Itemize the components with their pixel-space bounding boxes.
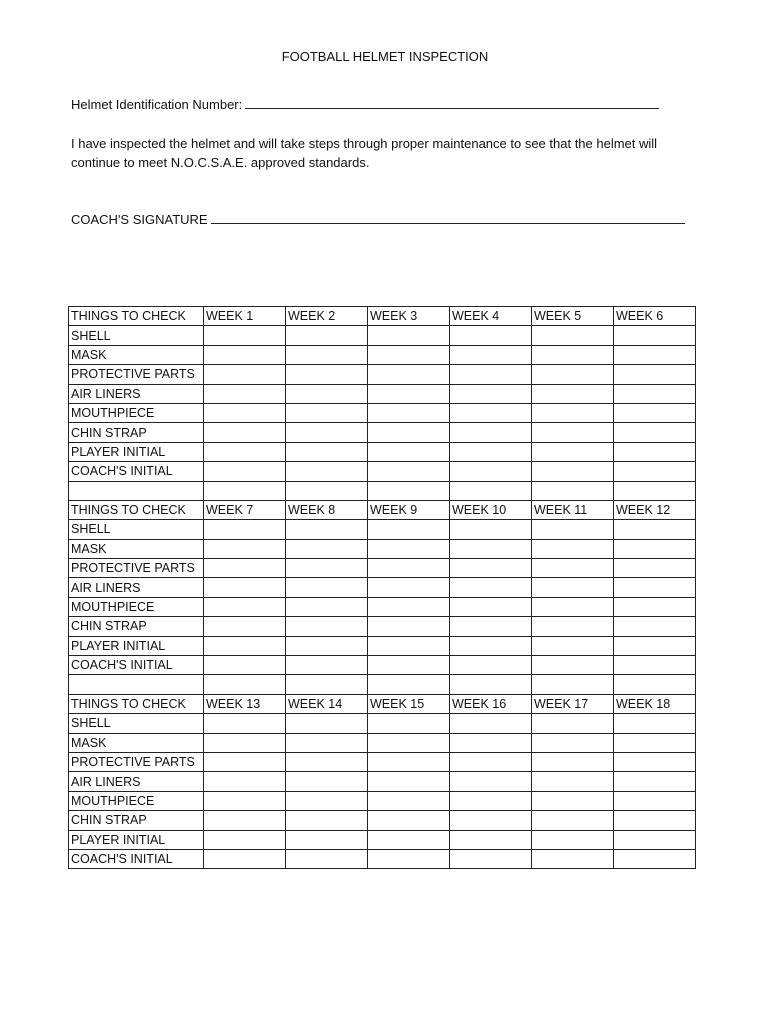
inspection-entry-cell[interactable] (614, 365, 696, 384)
inspection-entry-cell[interactable] (204, 403, 286, 422)
inspection-entry-cell[interactable] (368, 791, 450, 810)
inspection-entry-cell[interactable] (450, 830, 532, 849)
spacer-cell (614, 675, 696, 694)
check-item-label: CHIN STRAP (69, 617, 204, 636)
inspection-entry-cell[interactable] (532, 733, 614, 752)
block-spacer-row (69, 481, 696, 500)
inspection-entry-cell[interactable] (614, 442, 696, 461)
week-header-cell: WEEK 2 (286, 307, 368, 326)
inspection-entry-cell[interactable] (614, 791, 696, 810)
inspection-entry-cell[interactable] (532, 752, 614, 771)
inspection-entry-cell[interactable] (532, 617, 614, 636)
inspection-entry-cell[interactable] (532, 636, 614, 655)
inspection-entry-cell[interactable] (204, 811, 286, 830)
week-header-cell: WEEK 8 (286, 500, 368, 519)
week-header-row (69, 694, 696, 713)
inspection-entry-cell[interactable] (204, 791, 286, 810)
inspection-entry-cell[interactable] (368, 714, 450, 733)
check-item-label: PLAYER INITIAL (69, 442, 204, 461)
table-row (69, 462, 696, 481)
inspection-entry-cell[interactable] (204, 714, 286, 733)
inspection-entry-cell[interactable] (286, 423, 368, 442)
spacer-cell (286, 675, 368, 694)
inspection-entry-cell[interactable] (286, 772, 368, 791)
table-row (69, 403, 696, 422)
inspection-entry-cell[interactable] (286, 656, 368, 675)
inspection-entry-cell[interactable] (532, 326, 614, 345)
inspection-entry-cell[interactable] (450, 462, 532, 481)
inspection-entry-cell[interactable] (368, 539, 450, 558)
check-item-label: AIR LINERS (69, 578, 204, 597)
inspection-entry-cell[interactable] (450, 578, 532, 597)
inspection-entry-cell[interactable] (286, 462, 368, 481)
check-item-label: SHELL (69, 520, 204, 539)
inspection-entry-cell[interactable] (204, 365, 286, 384)
inspection-entry-cell[interactable] (614, 326, 696, 345)
things-to-check-header: THINGS TO CHECK (69, 500, 204, 519)
table-row (69, 752, 696, 771)
week-header-cell: WEEK 9 (368, 500, 450, 519)
inspection-entry-cell[interactable] (614, 733, 696, 752)
inspection-entry-cell[interactable] (532, 365, 614, 384)
week-header-cell: WEEK 18 (614, 694, 696, 713)
helmet-id-field (71, 96, 659, 112)
check-item-label: AIR LINERS (69, 384, 204, 403)
inspection-entry-cell[interactable] (286, 403, 368, 422)
inspection-entry-cell[interactable] (204, 345, 286, 364)
inspection-entry-cell[interactable] (614, 462, 696, 481)
table-row (69, 617, 696, 636)
inspection-entry-cell[interactable] (532, 423, 614, 442)
inspection-entry-cell[interactable] (286, 559, 368, 578)
table-row (69, 578, 696, 597)
week-header-cell: WEEK 1 (204, 307, 286, 326)
inspection-entry-cell[interactable] (286, 636, 368, 655)
table-row (69, 636, 696, 655)
inspection-entry-cell[interactable] (450, 752, 532, 771)
week-header-cell: WEEK 17 (532, 694, 614, 713)
inspection-entry-cell[interactable] (532, 714, 614, 733)
inspection-entry-cell[interactable] (368, 403, 450, 422)
inspection-entry-cell[interactable] (286, 752, 368, 771)
inspection-entry-cell[interactable] (368, 326, 450, 345)
week-header-cell: WEEK 5 (532, 307, 614, 326)
inspection-entry-cell[interactable] (450, 520, 532, 539)
table-row (69, 597, 696, 616)
inspection-entry-cell[interactable] (368, 423, 450, 442)
table-row (69, 520, 696, 539)
inspection-entry-cell[interactable] (368, 830, 450, 849)
inspection-statement: I have inspected the helmet and will take steps through proper maintenance to see that the helmet will continue to meet N.O.C.S.A.E. approved standards. (71, 136, 658, 170)
inspection-entry-cell[interactable] (450, 849, 532, 868)
inspection-entry-cell[interactable] (614, 752, 696, 771)
inspection-entry-cell[interactable] (532, 520, 614, 539)
inspection-entry-cell[interactable] (204, 423, 286, 442)
inspection-entry-cell[interactable] (204, 520, 286, 539)
inspection-entry-cell[interactable] (204, 752, 286, 771)
table-row (69, 733, 696, 752)
table-row (69, 423, 696, 442)
inspection-entry-cell[interactable] (614, 830, 696, 849)
check-item-label: PROTECTIVE PARTS (69, 559, 204, 578)
check-item-label: MOUTHPIECE (69, 597, 204, 616)
inspection-entry-cell[interactable] (614, 345, 696, 364)
inspection-entry-cell[interactable] (450, 772, 532, 791)
table-row (69, 326, 696, 345)
week-header-cell: WEEK 6 (614, 307, 696, 326)
spacer-cell (69, 675, 204, 694)
inspection-entry-cell[interactable] (368, 345, 450, 364)
inspection-entry-cell[interactable] (368, 597, 450, 616)
inspection-entry-cell[interactable] (450, 539, 532, 558)
inspection-entry-cell[interactable] (450, 559, 532, 578)
week-header-cell: WEEK 10 (450, 500, 532, 519)
inspection-entry-cell[interactable] (450, 597, 532, 616)
inspection-entry-cell[interactable] (368, 559, 450, 578)
table-row (69, 811, 696, 830)
table-row (69, 442, 696, 461)
table-row (69, 559, 696, 578)
inspection-entry-cell[interactable] (368, 365, 450, 384)
inspection-entry-cell[interactable] (532, 384, 614, 403)
inspection-entry-cell[interactable] (286, 578, 368, 597)
inspection-entry-cell[interactable] (204, 830, 286, 849)
inspection-entry-cell[interactable] (450, 791, 532, 810)
inspection-entry-cell[interactable] (286, 345, 368, 364)
inspection-entry-cell[interactable] (286, 830, 368, 849)
table-row (69, 791, 696, 810)
inspection-entry-cell[interactable] (614, 617, 696, 636)
inspection-entry-cell[interactable] (614, 597, 696, 616)
table-row (69, 714, 696, 733)
inspection-entry-cell[interactable] (614, 539, 696, 558)
spacer-cell (532, 675, 614, 694)
inspection-entry-cell[interactable] (286, 539, 368, 558)
inspection-entry-cell[interactable] (532, 811, 614, 830)
check-item-label: CHIN STRAP (69, 423, 204, 442)
inspection-entry-cell[interactable] (204, 442, 286, 461)
inspection-entry-cell[interactable] (532, 772, 614, 791)
inspection-entry-cell[interactable] (532, 849, 614, 868)
form-title: FOOTBALL HELMET INSPECTION (281, 49, 489, 64)
inspection-entry-cell[interactable] (614, 849, 696, 868)
inspection-entry-cell[interactable] (286, 520, 368, 539)
inspection-entry-cell[interactable] (532, 656, 614, 675)
inspection-entry-cell[interactable] (532, 791, 614, 810)
inspection-entry-cell[interactable] (286, 442, 368, 461)
spacer-cell (204, 481, 286, 500)
check-item-label: COACH'S INITIAL (69, 849, 204, 868)
inspection-entry-cell[interactable] (450, 617, 532, 636)
week-header-cell: WEEK 11 (532, 500, 614, 519)
check-item-label: PROTECTIVE PARTS (69, 365, 204, 384)
inspection-table (68, 306, 696, 869)
inspection-entry-cell[interactable] (614, 423, 696, 442)
inspection-entry-cell[interactable] (450, 714, 532, 733)
inspection-entry-cell[interactable] (450, 733, 532, 752)
inspection-entry-cell[interactable] (204, 578, 286, 597)
week-header-cell: WEEK 14 (286, 694, 368, 713)
inspection-entry-cell[interactable] (368, 617, 450, 636)
week-header-cell: WEEK 15 (368, 694, 450, 713)
things-to-check-header: THINGS TO CHECK (69, 307, 204, 326)
inspection-entry-cell[interactable] (204, 326, 286, 345)
check-item-label: MOUTHPIECE (69, 791, 204, 810)
things-to-check-header: THINGS TO CHECK (69, 694, 204, 713)
table-row (69, 849, 696, 868)
inspection-entry-cell[interactable] (532, 403, 614, 422)
helmet-id-label: Helmet Identification Number: (71, 97, 243, 112)
spacer-cell (614, 481, 696, 500)
coach-signature-label: COACH'S SIGNATURE (71, 212, 208, 227)
inspection-entry-cell[interactable] (450, 442, 532, 461)
block-spacer-row (69, 675, 696, 694)
inspection-entry-cell[interactable] (368, 811, 450, 830)
inspection-entry-cell[interactable] (286, 733, 368, 752)
check-item-label: PLAYER INITIAL (69, 830, 204, 849)
table-row (69, 384, 696, 403)
inspection-entry-cell[interactable] (614, 714, 696, 733)
inspection-entry-cell[interactable] (368, 733, 450, 752)
inspection-entry-cell[interactable] (204, 636, 286, 655)
inspection-entry-cell[interactable] (614, 811, 696, 830)
inspection-entry-cell[interactable] (532, 462, 614, 481)
inspection-entry-cell[interactable] (368, 442, 450, 461)
inspection-entry-cell[interactable] (368, 656, 450, 675)
inspection-entry-cell[interactable] (286, 326, 368, 345)
inspection-entry-cell[interactable] (286, 597, 368, 616)
inspection-entry-cell[interactable] (614, 578, 696, 597)
check-item-label: COACH'S INITIAL (69, 656, 204, 675)
week-header-row (69, 500, 696, 519)
table-row (69, 656, 696, 675)
inspection-entry-cell[interactable] (368, 849, 450, 868)
week-header-cell: WEEK 12 (614, 500, 696, 519)
inspection-entry-cell[interactable] (532, 345, 614, 364)
week-header-cell: WEEK 13 (204, 694, 286, 713)
inspection-entry-cell[interactable] (450, 636, 532, 655)
spacer-cell (368, 481, 450, 500)
inspection-entry-cell[interactable] (368, 462, 450, 481)
inspection-entry-cell[interactable] (368, 384, 450, 403)
spacer-cell (450, 675, 532, 694)
inspection-entry-cell[interactable] (450, 811, 532, 830)
inspection-entry-cell[interactable] (204, 384, 286, 403)
check-item-label: SHELL (69, 326, 204, 345)
coach-signature-field (71, 211, 685, 227)
week-header-cell: WEEK 4 (450, 307, 532, 326)
inspection-entry-cell[interactable] (286, 384, 368, 403)
inspection-entry-cell[interactable] (614, 656, 696, 675)
spacer-cell (69, 481, 204, 500)
inspection-entry-cell[interactable] (532, 559, 614, 578)
spacer-cell (286, 481, 368, 500)
week-header-row (69, 307, 696, 326)
inspection-entry-cell[interactable] (368, 578, 450, 597)
inspection-entry-cell[interactable] (204, 733, 286, 752)
inspection-entry-cell[interactable] (532, 442, 614, 461)
table-row (69, 345, 696, 364)
week-header-cell: WEEK 7 (204, 500, 286, 519)
check-item-label: CHIN STRAP (69, 811, 204, 830)
inspection-entry-cell[interactable] (204, 656, 286, 675)
inspection-entry-cell[interactable] (286, 365, 368, 384)
inspection-entry-cell[interactable] (368, 772, 450, 791)
week-header-cell: WEEK 16 (450, 694, 532, 713)
spacer-cell (368, 675, 450, 694)
inspection-entry-cell[interactable] (614, 636, 696, 655)
table-row (69, 365, 696, 384)
check-item-label: MASK (69, 733, 204, 752)
spacer-cell (450, 481, 532, 500)
table-row (69, 830, 696, 849)
inspection-entry-cell[interactable] (286, 791, 368, 810)
check-item-label: PLAYER INITIAL (69, 636, 204, 655)
spacer-cell (204, 675, 286, 694)
inspection-entry-cell[interactable] (286, 714, 368, 733)
table-row (69, 539, 696, 558)
check-item-label: PROTECTIVE PARTS (69, 752, 204, 771)
inspection-entry-cell[interactable] (450, 365, 532, 384)
inspection-entry-cell[interactable] (450, 384, 532, 403)
check-item-label: MOUTHPIECE (69, 403, 204, 422)
inspection-entry-cell[interactable] (368, 636, 450, 655)
check-item-label: COACH'S INITIAL (69, 462, 204, 481)
inspection-entry-cell[interactable] (614, 403, 696, 422)
check-item-label: MASK (69, 539, 204, 558)
inspection-entry-cell[interactable] (450, 656, 532, 675)
inspection-entry-cell[interactable] (450, 423, 532, 442)
inspection-table-body (69, 307, 696, 869)
inspection-entry-cell[interactable] (532, 597, 614, 616)
inspection-entry-cell[interactable] (204, 772, 286, 791)
inspection-entry-cell[interactable] (532, 830, 614, 849)
inspection-entry-cell[interactable] (204, 539, 286, 558)
inspection-entry-cell[interactable] (532, 578, 614, 597)
week-header-cell: WEEK 3 (368, 307, 450, 326)
coach-signature-blank-line[interactable] (211, 211, 685, 224)
inspection-entry-cell[interactable] (532, 539, 614, 558)
inspection-entry-cell[interactable] (286, 811, 368, 830)
inspection-entry-cell[interactable] (286, 849, 368, 868)
helmet-id-blank-line[interactable] (245, 96, 659, 109)
inspection-entry-cell[interactable] (204, 559, 286, 578)
inspection-entry-cell[interactable] (450, 326, 532, 345)
inspection-entry-cell[interactable] (450, 403, 532, 422)
inspection-entry-cell[interactable] (450, 345, 532, 364)
inspection-entry-cell[interactable] (204, 597, 286, 616)
inspection-entry-cell[interactable] (614, 520, 696, 539)
inspection-entry-cell[interactable] (204, 849, 286, 868)
table-row (69, 772, 696, 791)
inspection-entry-cell[interactable] (286, 617, 368, 636)
inspection-entry-cell[interactable] (614, 772, 696, 791)
inspection-entry-cell[interactable] (204, 462, 286, 481)
check-item-label: SHELL (69, 714, 204, 733)
inspection-entry-cell[interactable] (368, 520, 450, 539)
check-item-label: AIR LINERS (69, 772, 204, 791)
inspection-entry-cell[interactable] (614, 384, 696, 403)
spacer-cell (532, 481, 614, 500)
inspection-entry-cell[interactable] (204, 617, 286, 636)
inspection-entry-cell[interactable] (368, 752, 450, 771)
inspection-entry-cell[interactable] (614, 559, 696, 578)
check-item-label: MASK (69, 345, 204, 364)
